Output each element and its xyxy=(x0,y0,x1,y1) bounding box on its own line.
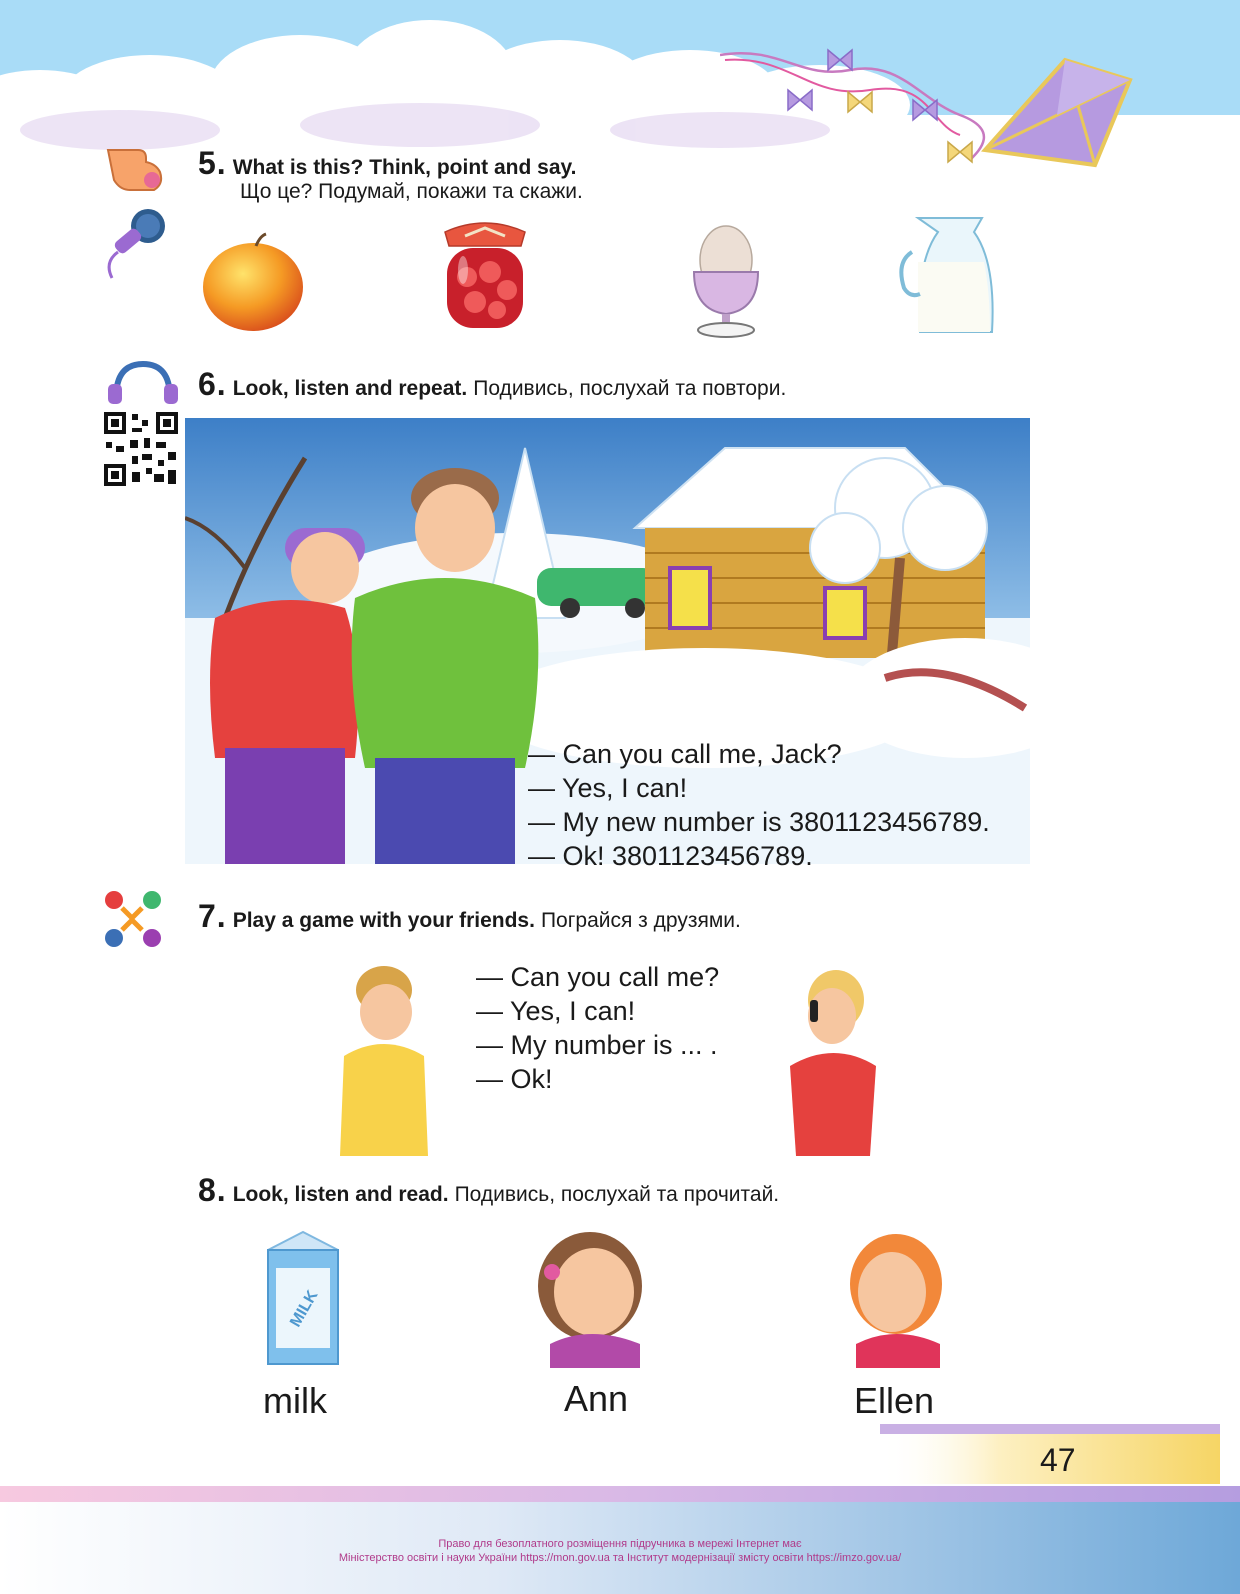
microphone-icon xyxy=(100,204,172,282)
word-milk: milk xyxy=(263,1380,327,1421)
apple-picture xyxy=(198,232,308,332)
milk-carton-picture xyxy=(258,1228,348,1366)
ann-picture xyxy=(530,1228,650,1368)
task5-instruction-en: What is this? Think, point and say. xyxy=(232,156,577,179)
qr-code-icon xyxy=(102,410,180,488)
task7-heading xyxy=(198,898,741,935)
task7-dialog xyxy=(476,960,719,1096)
task7-dialog-line: — Ok! xyxy=(476,1064,553,1094)
task8-heading xyxy=(198,1172,779,1209)
task7-dialog-line: — Yes, I can! xyxy=(476,996,636,1026)
task6-dialog-line: — Ok! 3801123456789. xyxy=(528,841,813,871)
task6-instruction-en: Look, listen and repeat. xyxy=(232,377,468,400)
pointing-hand-icon xyxy=(100,142,172,194)
task5-number: 5. xyxy=(198,145,227,181)
carton-label: MILK xyxy=(287,1287,322,1330)
task7-dialog-line: — My number is ... . xyxy=(476,1030,718,1060)
task6-dialog xyxy=(528,737,990,873)
task5-instruction-ua: Що це? Подумай, покажи та скажи. xyxy=(240,180,583,203)
task6-heading xyxy=(198,366,786,403)
task8-instruction-en: Look, listen and read. xyxy=(232,1183,449,1206)
kite-icon xyxy=(720,40,1140,180)
word-ann: Ann xyxy=(563,1378,629,1419)
task7-number: 7. xyxy=(198,898,227,934)
group-game-icon xyxy=(100,886,166,952)
page-number: 47 xyxy=(1040,1442,1076,1478)
word-ellen: Ellen xyxy=(853,1380,935,1421)
ellen-picture xyxy=(842,1228,948,1368)
task6-dialog-line: — Yes, I can! xyxy=(528,773,688,803)
jam-jar-picture xyxy=(435,222,535,337)
headphones-icon xyxy=(106,360,180,404)
task6-instruction-ua: Подивись, послухай та повтори. xyxy=(473,377,787,400)
task6-dialog-line: — My new number is 3801123456789. xyxy=(528,807,990,837)
task7-dialog-line: — Can you call me? xyxy=(476,962,720,992)
task6-number: 6. xyxy=(198,366,227,402)
task5-heading xyxy=(198,145,576,182)
footer-rights-line1: Право для безоплатного розміщення підручника в мережі Інтернет має xyxy=(438,1538,802,1550)
task7-instruction-ua: Пограйся з друзями. xyxy=(540,909,741,932)
egg-cup-picture xyxy=(686,222,766,340)
task8-number: 8. xyxy=(198,1172,227,1208)
footer-rights-line2: Міністерство освіти і науки України https://mon.gov.ua та Інститут модернізації змісту освіти https://imzo.gov.ua/ xyxy=(338,1552,902,1564)
boy-on-phone-picture xyxy=(338,960,430,1156)
milk-jug-picture xyxy=(896,212,1006,340)
girl-on-phone-picture xyxy=(776,960,886,1156)
task6-dialog-line: — Can you call me, Jack? xyxy=(528,739,842,769)
task8-instruction-ua: Подивись, послухай та прочитай. xyxy=(454,1183,780,1206)
task7-instruction-en: Play a game with your friends. xyxy=(232,909,535,932)
